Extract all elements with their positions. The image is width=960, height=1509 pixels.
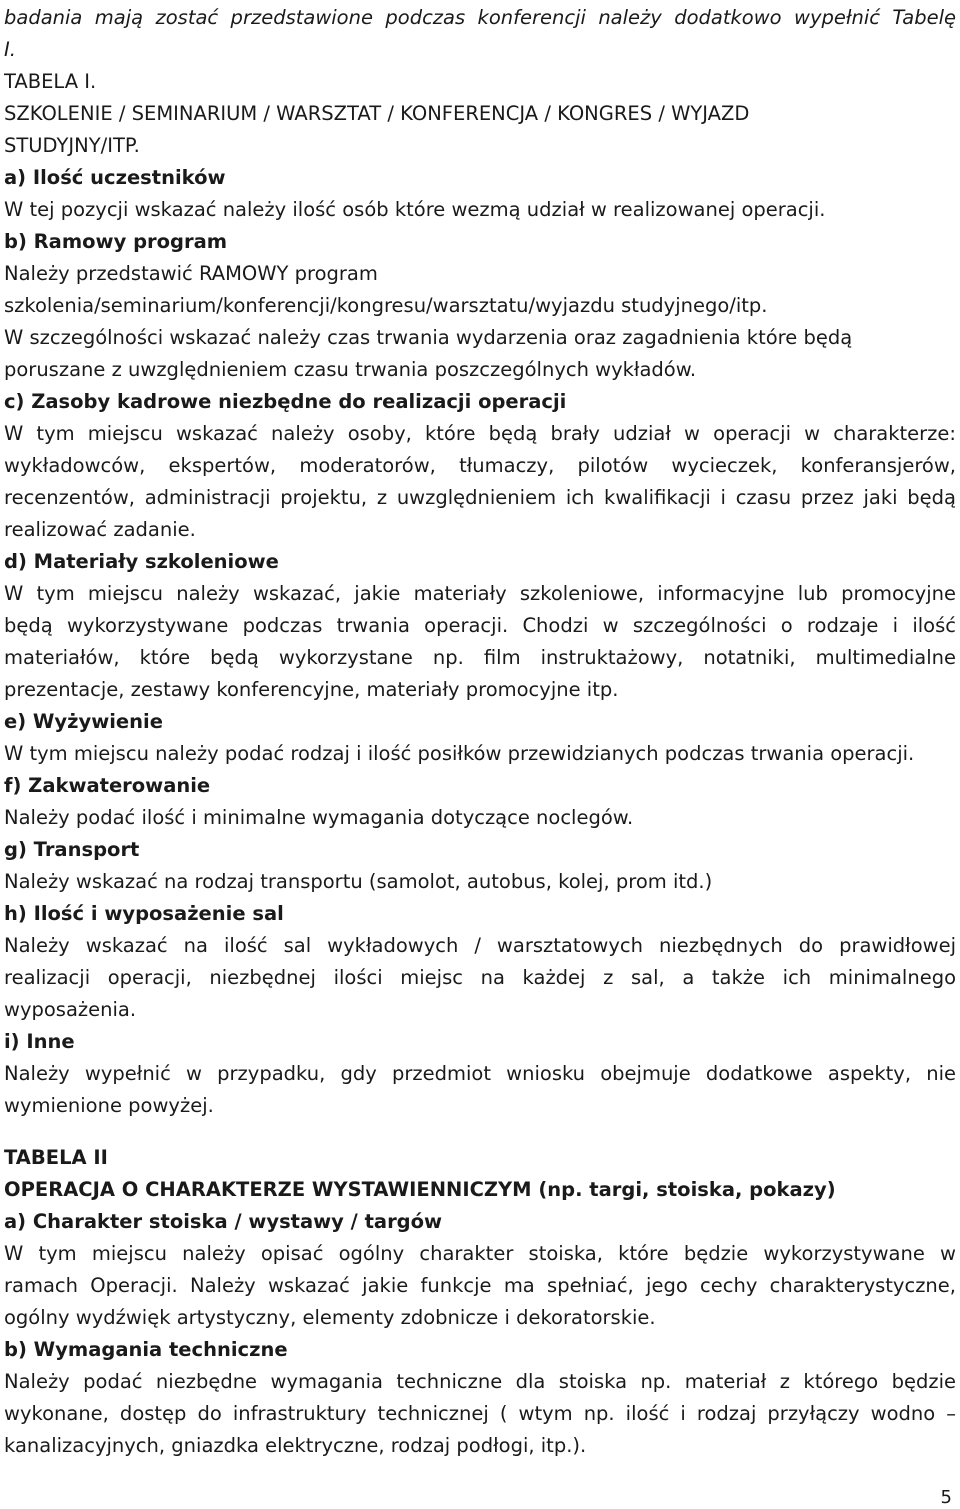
- section-heading: i) Inne: [4, 1030, 75, 1053]
- table1-subtitle: STUDYJNY/ITP.: [4, 134, 140, 157]
- section-text: poruszane z uwzględnieniem czasu trwania poszczególnych wykładów.: [4, 358, 697, 381]
- section-text: wyposażenia.: [4, 998, 137, 1021]
- section-text: materiałów, które będą wykorzystane np. film instruktażowy, notatniki, multimedialne: [4, 646, 956, 669]
- section-text: W szczególności wskazać należy czas trwania wydarzenia oraz zagadnienia które będą: [4, 326, 853, 349]
- section-text: W tym miejscu należy opisać ogólny charakter stoiska, które będzie wykorzystywane w: [4, 1242, 956, 1265]
- section-text: Należy wskazać na rodzaj transportu (samolot, autobus, kolej, prom itd.): [4, 870, 713, 893]
- section-text: Należy podać ilość i minimalne wymagania dotyczące noclegów.: [4, 806, 634, 829]
- section-text: Należy wypełnić w przypadku, gdy przedmiot wniosku obejmuje dodatkowe aspekty, nie: [4, 1062, 956, 1085]
- section-heading: f) Zakwaterowanie: [4, 774, 211, 797]
- section-heading: e) Wyżywienie: [4, 710, 163, 733]
- section-text: Należy podać niezbędne wymagania techniczne dla stoiska np. materiał z którego będzie: [4, 1370, 956, 1393]
- section-text: ramach Operacji. Należy wskazać jakie funkcje ma spełniać, jego cechy charakterystyczne,: [4, 1274, 956, 1297]
- intro-line: I.: [4, 38, 16, 61]
- section-text: wykonane, dostęp do infrastruktury technicznej ( wtym np. ilość i rodzaj przyłączy wodno –: [4, 1402, 956, 1425]
- section-text: W tym miejscu należy podać rodzaj i ilość posiłków przewidzianych podczas trwania operacji.: [4, 742, 915, 765]
- section-text: kanalizacyjnych, gniazdka elektryczne, rodzaj podłogi, itp.).: [4, 1434, 587, 1457]
- table1-title: TABELA I.: [4, 70, 97, 93]
- table2-subtitle: OPERACJA O CHARAKTERZE WYSTAWIENNICZYM (np. targi, stoiska, pokazy): [4, 1178, 836, 1201]
- section-text: szkolenia/seminarium/konferencji/kongresu/warsztatu/wyjazdu studyjnego/itp.: [4, 294, 768, 317]
- section-heading: b) Wymagania techniczne: [4, 1338, 288, 1361]
- section-text: recenzentów, administracji projektu, z uwzględnieniem ich kwalifikacji i czasu przez jaki będą: [4, 486, 956, 509]
- section-heading: h) Ilość i wyposażenie sal: [4, 902, 284, 925]
- section-heading: a) Charakter stoiska / wystawy / targów: [4, 1210, 443, 1233]
- section-text: Należy wskazać na ilość sal wykładowych / warsztatowych niezbędnych do prawidłowej: [4, 934, 956, 957]
- section-heading: a) Ilość uczestników: [4, 166, 226, 189]
- section-text: prezentacje, zestawy konferencyjne, materiały promocyjne itp.: [4, 678, 619, 701]
- section-text: W tym miejscu wskazać należy osoby, które będą brały udział w operacji w charakterze:: [4, 422, 956, 445]
- table2-title: TABELA II: [4, 1146, 108, 1169]
- section-text: W tym miejscu należy wskazać, jakie materiały szkoleniowe, informacyjne lub promocyjne: [4, 582, 956, 605]
- intro-line: badania mają zostać przedstawione podczas konferencji należy dodatkowo wypełnić Tabelę: [4, 6, 956, 29]
- section-heading: d) Materiały szkoleniowe: [4, 550, 279, 573]
- page-number: 5: [940, 1487, 952, 1508]
- table1-subtitle: SZKOLENIE / SEMINARIUM / WARSZTAT / KONFERENCJA / KONGRES / WYJAZD: [4, 102, 750, 125]
- section-text: wykładowców, ekspertów, moderatorów, tłumaczy, pilotów wycieczek, konferansjerów,: [4, 454, 956, 477]
- section-text: ogólny wydźwięk artystyczny, elementy zdobnicze i dekoratorskie.: [4, 1306, 656, 1329]
- section-heading: c) Zasoby kadrowe niezbędne do realizacji operacji: [4, 390, 567, 413]
- section-text: realizacji operacji, niezbędnej ilości miejsc na każdej z sal, a także ich minimalnego: [4, 966, 956, 989]
- section-text: będą wykorzystywane podczas trwania operacji. Chodzi w szczególności o rodzaje i ilość: [4, 614, 956, 637]
- section-text: realizować zadanie.: [4, 518, 196, 541]
- section-text: Należy przedstawić RAMOWY program: [4, 262, 378, 285]
- section-text: W tej pozycji wskazać należy ilość osób które wezmą udział w realizowanej operacji.: [4, 198, 826, 221]
- section-heading: g) Transport: [4, 838, 140, 861]
- section-text: wymienione powyżej.: [4, 1094, 214, 1117]
- section-heading: b) Ramowy program: [4, 230, 228, 253]
